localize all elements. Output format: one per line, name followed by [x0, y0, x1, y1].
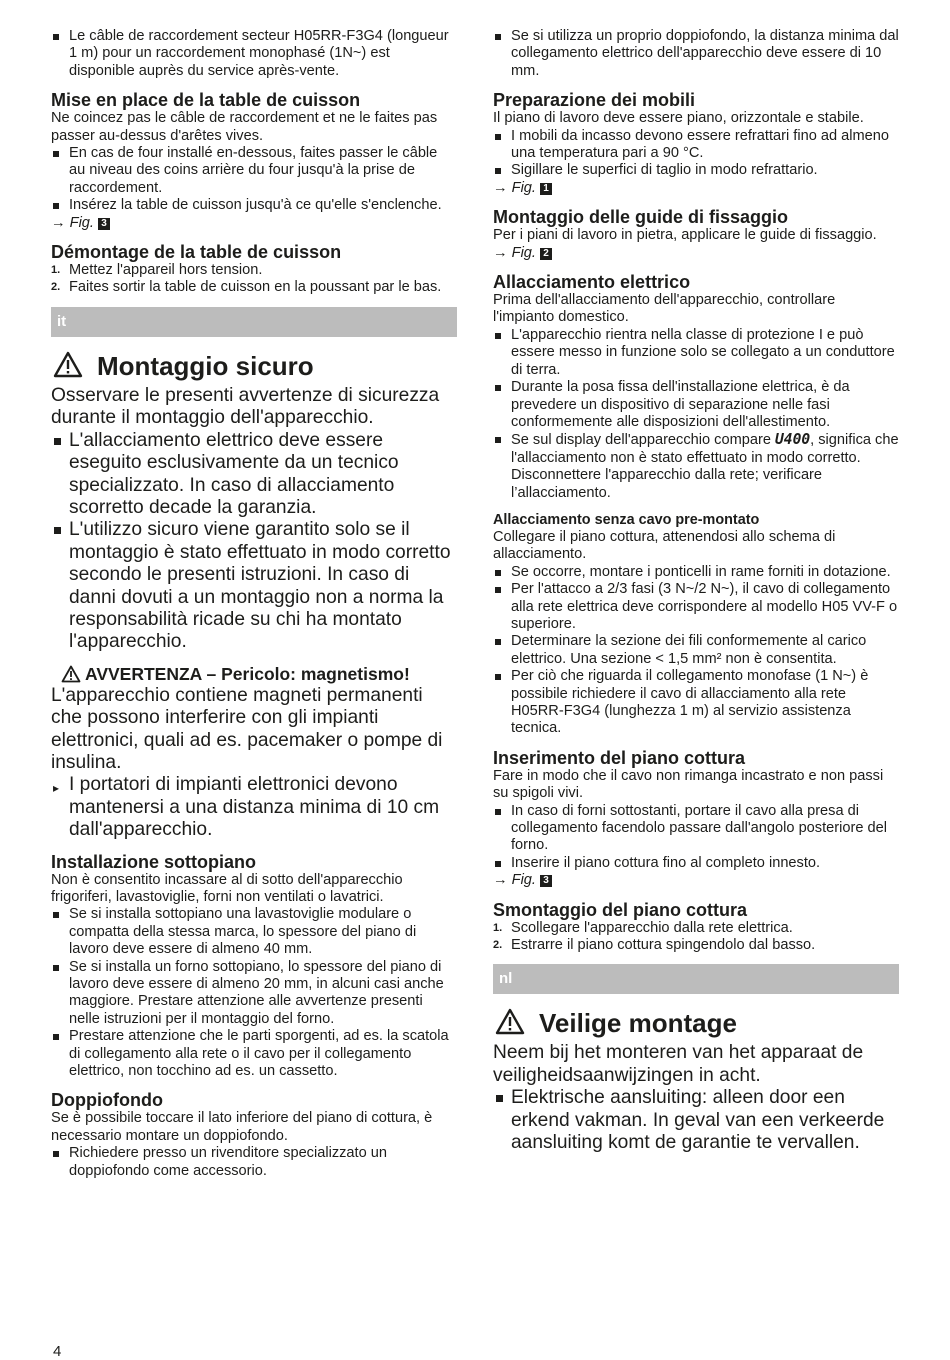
- paragraph: Il piano di lavoro deve essere piano, orizzontale e stabile.: [493, 110, 864, 127]
- intro-paragraph: Neem bij het monteren van het apparaat de veiligheidsaanwijzingen in acht.: [493, 1042, 864, 1086]
- paragraph: Non è consentito incassare al di sotto dell'apparecchio frigoriferi, lavastoviglie, forni non ventilati o lavatrici.: [51, 871, 403, 905]
- paragraph: Per i piani di lavoro in pietra, applicare le guide di fissaggio.: [493, 227, 877, 244]
- list-item: Inserire il piano cottura fino al completo innesto.: [493, 855, 899, 872]
- numbered-list: [493, 920, 899, 955]
- language-bar-it: it: [51, 307, 457, 337]
- list-item: Se si installa sottopiano una lavastoviglie modulare o compatta della stessa marca, lo spessore del piano di lavoro deve essere di almeno 40 mm.: [51, 906, 457, 958]
- bullet-list: [493, 128, 899, 180]
- list-item: Durante la posa fissa dell'installazione elettrica, è da prevedere un dispositivo di separazione nelle fasi conformemente alle disposizioni dell'allestimento.: [493, 379, 899, 431]
- main-title: [51, 351, 457, 381]
- main-title-text: Veilige montage: [539, 1008, 737, 1039]
- list-item: Le câble de raccordement secteur H05RR-F3G4 (longueur 1 m) pour un raccordement monophasé (1N~) est disponible auprès du service après-vente.: [51, 28, 457, 80]
- triangle-arrow-icon: ▸: [53, 781, 60, 796]
- list-item: Elektrische aansluiting: alleen door een erkend vakman. In geval van een verkeerde aansluiting komt de garantie te vervallen.: [493, 1087, 899, 1154]
- figure-number: 1: [540, 183, 552, 195]
- right-column: [493, 28, 899, 1155]
- left-column: [51, 28, 457, 1180]
- bullet-list: [493, 1087, 899, 1154]
- intro-paragraph: Osservare le presenti avvertenze di sicurezza durante il montaggio dell'apparecchio.: [51, 384, 440, 429]
- figure-number: 3: [540, 875, 552, 887]
- action-text: I portatori di impianti elettronici devono mantenersi a una distanza minima di 10 cm dall'apparecchio.: [69, 774, 440, 841]
- bullet-list: [493, 564, 899, 738]
- section-heading: Installazione sottopiano: [51, 851, 257, 872]
- figure-label: → Fig.: [51, 214, 94, 231]
- language-bar-nl: nl: [493, 964, 899, 994]
- figure-label: → Fig.: [493, 872, 536, 889]
- list-item: Richiedere presso un rivenditore specializzato un doppiofondo come accessorio.: [51, 1145, 457, 1180]
- list-item: Insérez la table de cuisson jusqu'à ce qu'elle s'enclenche.: [51, 197, 457, 214]
- bullet-list: [51, 1145, 457, 1180]
- warning-icon: [495, 1008, 525, 1035]
- list-item: Se occorre, montare i ponticelli in rame forniti in dotazione.: [493, 564, 899, 581]
- bullet-list: [51, 906, 457, 1080]
- figure-number: 3: [98, 218, 110, 230]
- section-heading: Mise en place de la table de cuisson: [51, 90, 361, 111]
- section-heading: Démontage de la table de cuisson: [51, 242, 342, 263]
- bullet-list: [51, 430, 457, 654]
- step-number: 2.: [51, 281, 61, 294]
- list-item: In caso di forni sottostanti, portare il cavo alla presa di collegamento facendolo passare dall'angolo posteriore del forno.: [493, 803, 899, 855]
- page-number: 4: [53, 1343, 62, 1360]
- list-item: L'apparecchio rientra nella classe di protezione I e può essere messo in funzione solo se collegato a un conduttore di terra.: [493, 327, 899, 379]
- step-text: Scollegare l'apparecchio dalla rete elettrica.: [511, 919, 793, 936]
- list-item: L'allacciamento elettrico deve essere eseguito esclusivamente da un tecnico specializzato. In caso di allacciamento scorretto decade la garanzia.: [51, 430, 457, 520]
- figure-number: 2: [540, 248, 552, 260]
- numbered-list: [51, 262, 457, 297]
- section-heading: Allacciamento elettrico: [493, 272, 691, 293]
- paragraph: Se è possibile toccare il lato inferiore del piano di cottura, è necessario montare un doppiofondo.: [51, 1110, 433, 1144]
- figure-reference: [493, 180, 899, 197]
- list-item: Per l'attacco a 2/3 fasi (3 N~/2 N~), il cavo di collegamento alla rete elettrica deve corrispondere al modello H05 VV-F o superiore.: [493, 581, 899, 633]
- list-item: Per ciò che riguarda il collegamento monofase (1 N~) è possibile richiedere il cavo di allacciamento alla rete H05RR-F3G4 (lunghezza 1 m) al servizio assistenza tecnica.: [493, 668, 899, 738]
- bullet-list: [493, 803, 899, 873]
- step-text: Mettez l'appareil hors tension.: [69, 262, 263, 279]
- list-item: L'utilizzo sicuro viene garantito solo se il montaggio è stato effettuato in modo corretto secondo le presenti istruzioni. In caso di danni dovuti a un montaggio non a norma la responsabilità ricade su chi ha montato l'apparecchio.: [51, 519, 457, 653]
- warning-title: AVVERTENZA – Pericolo: magnetismo!: [85, 663, 410, 684]
- figure-label: → Fig.: [493, 179, 536, 196]
- list-item: [493, 920, 899, 937]
- action-item: [51, 774, 457, 841]
- step-text: Estrarre il piano cottura spingendolo dal basso.: [511, 937, 816, 954]
- warning-icon: [61, 665, 81, 683]
- warning-heading: [51, 664, 457, 685]
- list-item: Sigillare le superfici di taglio in modo refrattario.: [493, 162, 899, 179]
- display-code: U400: [775, 431, 811, 449]
- step-number: 2.: [493, 939, 503, 952]
- list-item: [51, 279, 457, 296]
- section-heading: Montaggio delle guide di fissaggio: [493, 207, 789, 228]
- bullet-list: [493, 28, 899, 80]
- list-item: [51, 262, 457, 279]
- warning-icon: [53, 351, 83, 378]
- subsection-heading: Allacciamento senza cavo pre-montato: [493, 511, 760, 528]
- fr-intro-list: [51, 28, 457, 80]
- text-segment: , significa che l'allacciamento non è stato effettuato in modo corretto. Disconnettere l'apparecchio dalla rete; verificare l’allacciamento.: [511, 432, 899, 501]
- main-title: [493, 1008, 899, 1038]
- section-heading: Preparazione dei mobili: [493, 90, 696, 111]
- bullet-list: [51, 145, 457, 215]
- paragraph: Collegare il piano cottura, attenendosi allo schema di allacciamento.: [493, 528, 836, 563]
- step-text: Faites sortir la table de cuisson en la poussant par le bas.: [69, 279, 442, 296]
- list-item: Prestare attenzione che le parti sporgenti, ad es. la scatola di collegamento alla rete o il cavo per il collegamento elettrico, non tocchino ad es. un cassetto.: [51, 1028, 457, 1080]
- list-item: [493, 431, 899, 502]
- section-heading: Doppiofondo: [51, 1090, 163, 1111]
- section-heading: Inserimento del piano cottura: [493, 747, 746, 768]
- main-title-text: Montaggio sicuro: [97, 350, 314, 381]
- paragraph: Prima dell'allacciamento dell'apparecchio, controllare l'impianto domestico.: [493, 292, 836, 326]
- figure-reference: [493, 872, 899, 889]
- figure-reference: [51, 215, 457, 232]
- list-item: Se si utilizza un proprio doppiofondo, la distanza minima dal collegamento elettrico dell'apparecchio deve essere di 10 mm.: [493, 28, 899, 80]
- paragraph: Ne coincez pas le câble de raccordement et ne le faites pas passer au-dessus d'arêtes vives.: [51, 110, 438, 144]
- figure-label: → Fig.: [493, 244, 536, 261]
- figure-reference: [493, 245, 899, 262]
- list-item: En cas de four installé en-dessous, faites passer le câble au niveau des coins arrière du four jusqu'à la prise de raccordement.: [51, 145, 457, 197]
- step-number: 1.: [51, 264, 61, 277]
- section-heading: Smontaggio del piano cottura: [493, 899, 748, 920]
- list-item: Determinare la sezione dei fili conformemente al carico elettrico. Una sezione < 1,5 mm² non è consentita.: [493, 633, 899, 668]
- list-item: I mobili da incasso devono essere refrattari fino ad almeno una temperatura pari a 90 °C.: [493, 128, 899, 163]
- text-segment: Se sul display dell'apparecchio compare: [511, 432, 775, 449]
- list-item: Se si installa un forno sottopiano, lo spessore del piano di lavoro deve essere di almeno 20 mm, in alcuni casi anche maggiore. Prestare attenzione alle avvertenze presenti nelle istruzioni per il montaggio del forno.: [51, 959, 457, 1029]
- list-item: [493, 937, 899, 954]
- step-number: 1.: [493, 921, 503, 934]
- bullet-list: [493, 327, 899, 502]
- warning-text: L'apparecchio contiene magneti permanenti che possono interferire con gli impianti elettronici, quali ad es. pacemaker o pompe di insulina.: [51, 684, 443, 773]
- paragraph: Fare in modo che il cavo non rimanga incastrato e non passi su spigoli vivi.: [493, 767, 884, 802]
